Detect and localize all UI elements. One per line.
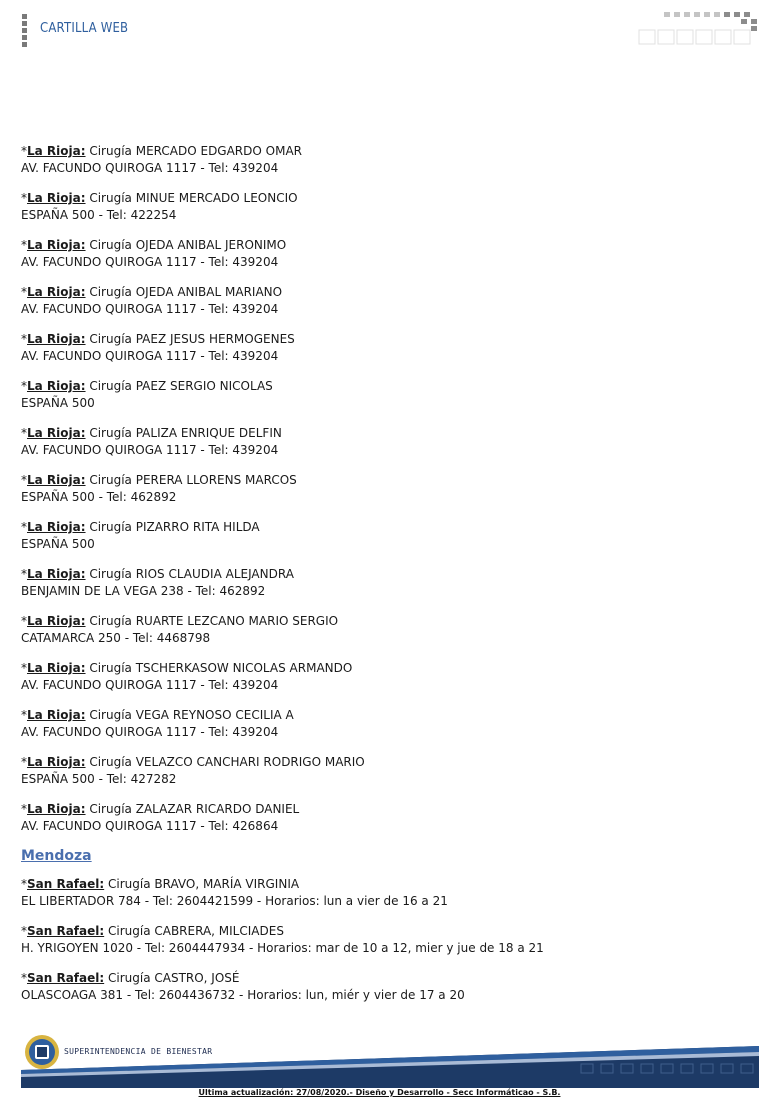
directory-entry — [21, 801, 741, 835]
entry-title-line — [21, 378, 741, 395]
entry-specialty-name: Cirugía PIZARRO RITA HILDA — [85, 520, 260, 534]
entry-location: La Rioja: — [27, 661, 86, 675]
entry-specialty-name: Cirugía OJEDA ANIBAL JERONIMO — [85, 238, 287, 252]
entry-specialty-name: Cirugía BRAVO, MARÍA VIRGINIA — [104, 877, 300, 891]
entry-bullet: * — [21, 332, 27, 346]
entry-title-line — [21, 876, 741, 893]
entry-details: AV. FACUNDO QUIROGA 1117 - Tel: 439204 — [21, 725, 279, 739]
entry-details: EL LIBERTADOR 784 - Tel: 2604421599 - Horarios: lun a vier de 16 a 21 — [21, 894, 448, 908]
directory-entry — [21, 566, 741, 600]
entry-bullet: * — [21, 661, 27, 675]
entry-details: H. YRIGOYEN 1020 - Tel: 2604447934 - Horarios: mar de 10 a 12, mier y jue de 18 a 21 — [21, 941, 544, 955]
directory-content — [21, 143, 741, 1017]
section-title-mendoza: Mendoza — [21, 848, 92, 864]
entry-bullet: * — [21, 755, 27, 769]
entry-bullet: * — [21, 285, 27, 299]
entry-location: La Rioja: — [27, 755, 86, 769]
entry-specialty-name: Cirugía PERERA LLORENS MARCOS — [85, 473, 297, 487]
header-decoration-icon — [634, 10, 759, 46]
directory-entry — [21, 425, 741, 459]
directory-entry — [21, 190, 741, 224]
entry-bullet: * — [21, 877, 27, 891]
entry-details: AV. FACUNDO QUIROGA 1117 - Tel: 439204 — [21, 443, 279, 457]
entry-bullet: * — [21, 238, 27, 252]
directory-entry — [21, 707, 741, 741]
directory-entry — [21, 876, 741, 910]
entry-title-line — [21, 237, 741, 254]
entry-title-line — [21, 190, 741, 207]
entry-bullet: * — [21, 144, 27, 158]
entry-specialty-name: Cirugía ZALAZAR RICARDO DANIEL — [85, 802, 300, 816]
entry-location: La Rioja: — [27, 614, 86, 628]
entry-bullet: * — [21, 614, 27, 628]
entry-bullet: * — [21, 971, 27, 985]
entry-bullet: * — [21, 708, 27, 722]
entry-title-line — [21, 566, 741, 583]
directory-entry — [21, 284, 741, 318]
entry-details: BENJAMIN DE LA VEGA 238 - Tel: 462892 — [21, 584, 266, 598]
entry-details: ESPAÑA 500 — [21, 537, 95, 551]
entry-title-line — [21, 143, 741, 160]
footer-update-line: Ultima actualización: 27/08/2020.- Diseño y Desarrollo - Secc Informáticao - S.B. — [198, 1088, 561, 1097]
entry-details: AV. FACUNDO QUIROGA 1117 - Tel: 426864 — [21, 819, 279, 833]
entry-specialty-name: Cirugía TSCHERKASOW NICOLAS ARMANDO — [85, 661, 353, 675]
directory-entry — [21, 519, 741, 553]
entry-title-line — [21, 519, 741, 536]
entry-details: AV. FACUNDO QUIROGA 1117 - Tel: 439204 — [21, 302, 279, 316]
entry-bullet: * — [21, 924, 27, 938]
entry-details: ESPAÑA 500 - Tel: 422254 — [21, 208, 177, 222]
entry-title-line — [21, 707, 741, 724]
entry-bullet: * — [21, 426, 27, 440]
entry-bullet: * — [21, 802, 27, 816]
directory-entry — [21, 613, 741, 647]
entry-title-line — [21, 425, 741, 442]
entry-details: AV. FACUNDO QUIROGA 1117 - Tel: 439204 — [21, 349, 279, 363]
entry-location: La Rioja: — [27, 238, 86, 252]
directory-entry — [21, 331, 741, 365]
mendoza-list — [21, 876, 741, 1004]
header-title: CARTILLA WEB — [40, 21, 129, 36]
entry-title-line — [21, 284, 741, 301]
institution-seal-icon — [24, 1034, 60, 1070]
entry-title-line — [21, 472, 741, 489]
entry-details: OLASCOAGA 381 - Tel: 2604436732 - Horarios: lun, miér y vier de 17 a 20 — [21, 988, 465, 1002]
entry-location: San Rafael: — [27, 877, 105, 891]
entry-location: La Rioja: — [27, 520, 86, 534]
entry-specialty-name: Cirugía RIOS CLAUDIA ALEJANDRA — [85, 567, 294, 581]
entry-bullet: * — [21, 473, 27, 487]
entry-title-line — [21, 660, 741, 677]
entry-bullet: * — [21, 520, 27, 534]
entry-location: La Rioja: — [27, 708, 86, 722]
entry-location: La Rioja: — [27, 567, 86, 581]
entry-location: La Rioja: — [27, 285, 86, 299]
page-footer — [0, 1030, 759, 1101]
entry-location: La Rioja: — [27, 332, 86, 346]
entry-location: La Rioja: — [27, 473, 86, 487]
entry-title-line — [21, 923, 741, 940]
la-rioja-list — [21, 143, 741, 835]
entry-specialty-name: Cirugía RUARTE LEZCANO MARIO SERGIO — [85, 614, 339, 628]
entry-location: San Rafael: — [27, 924, 105, 938]
directory-entry — [21, 472, 741, 506]
entry-title-line — [21, 613, 741, 630]
entry-title-line — [21, 801, 741, 818]
directory-entry — [21, 754, 741, 788]
entry-specialty-name: Cirugía MERCADO EDGARDO OMAR — [85, 144, 302, 158]
page-header — [0, 0, 759, 60]
entry-details: AV. FACUNDO QUIROGA 1117 - Tel: 439204 — [21, 678, 279, 692]
entry-details: ESPAÑA 500 - Tel: 462892 — [21, 490, 177, 504]
entry-bullet: * — [21, 379, 27, 393]
header-accent-bar — [22, 14, 27, 48]
entry-location: La Rioja: — [27, 802, 86, 816]
entry-bullet: * — [21, 191, 27, 205]
entry-details: CATAMARCA 250 - Tel: 4468798 — [21, 631, 211, 645]
entry-details: ESPAÑA 500 — [21, 396, 95, 410]
entry-location: La Rioja: — [27, 144, 86, 158]
directory-entry — [21, 923, 741, 957]
entry-bullet: * — [21, 567, 27, 581]
entry-specialty-name: Cirugía PAEZ JESUS HERMOGENES — [85, 332, 295, 346]
entry-specialty-name: Cirugía CABRERA, MILCIADES — [104, 924, 284, 938]
entry-specialty-name: Cirugía OJEDA ANIBAL MARIANO — [85, 285, 283, 299]
entry-location: La Rioja: — [27, 191, 86, 205]
entry-details: AV. FACUNDO QUIROGA 1117 - Tel: 439204 — [21, 255, 279, 269]
footer-band — [21, 1030, 759, 1088]
entry-specialty-name: Cirugía VELAZCO CANCHARI RODRIGO MARIO — [85, 755, 365, 769]
entry-specialty-name: Cirugía CASTRO, JOSÉ — [104, 971, 240, 985]
entry-location: La Rioja: — [27, 379, 86, 393]
directory-entry — [21, 970, 741, 1004]
footer-organization: SUPERINTENDENCIA DE BIENESTAR — [64, 1047, 213, 1056]
entry-title-line — [21, 331, 741, 348]
entry-title-line — [21, 970, 741, 987]
entry-specialty-name: Cirugía MINUE MERCADO LEONCIO — [85, 191, 298, 205]
entry-details: AV. FACUNDO QUIROGA 1117 - Tel: 439204 — [21, 161, 279, 175]
directory-entry — [21, 237, 741, 271]
entry-location: La Rioja: — [27, 426, 86, 440]
directory-entry — [21, 143, 741, 177]
directory-entry — [21, 660, 741, 694]
directory-entry — [21, 378, 741, 412]
entry-location: San Rafael: — [27, 971, 105, 985]
entry-specialty-name: Cirugía VEGA REYNOSO CECILIA A — [85, 708, 294, 722]
entry-specialty-name: Cirugía PALIZA ENRIQUE DELFIN — [85, 426, 282, 440]
entry-details: ESPAÑA 500 - Tel: 427282 — [21, 772, 177, 786]
entry-title-line — [21, 754, 741, 771]
entry-specialty-name: Cirugía PAEZ SERGIO NICOLAS — [85, 379, 273, 393]
